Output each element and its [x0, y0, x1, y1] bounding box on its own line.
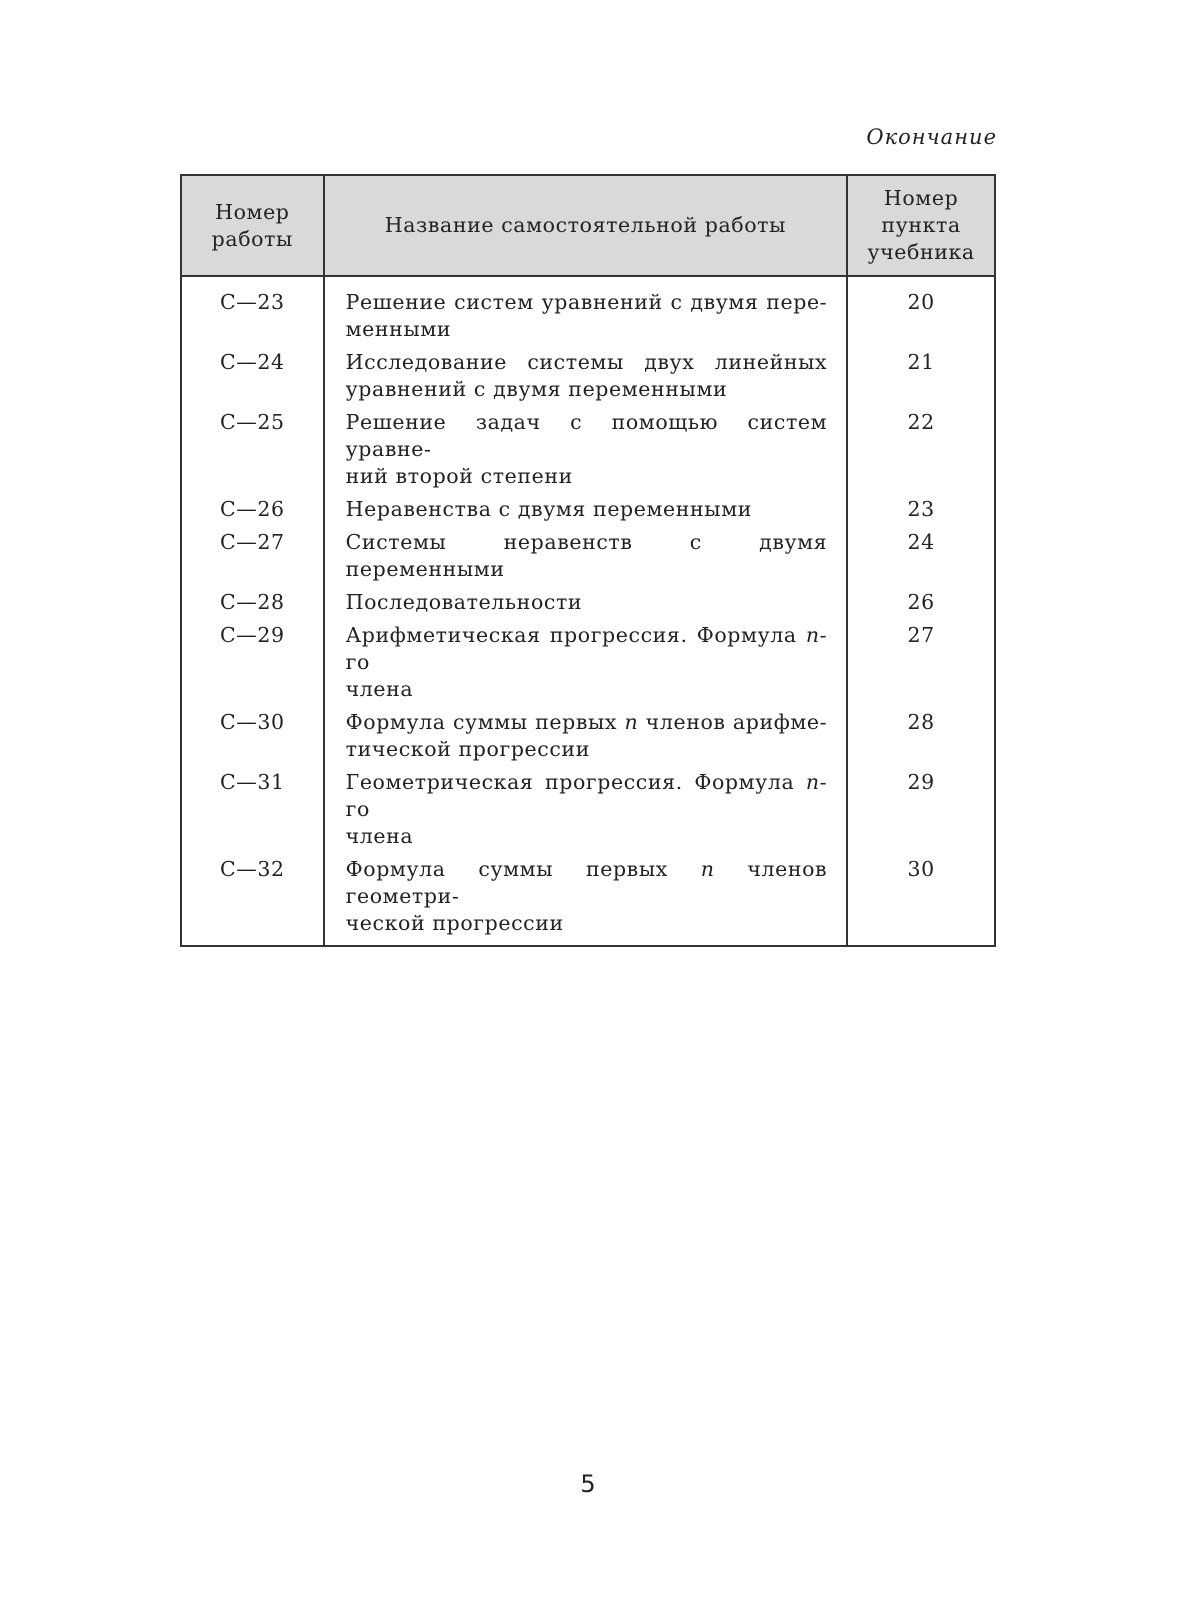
- paragraph-number: 24: [847, 526, 995, 586]
- work-code: С—27: [219, 530, 285, 554]
- work-name-line: Системы неравенств с двумя переменными: [345, 530, 828, 581]
- work-name-line: члена: [345, 677, 414, 701]
- work-name: [324, 766, 848, 853]
- continuation-label: Окончание: [866, 125, 997, 149]
- table-row: [181, 406, 995, 493]
- work-name: [324, 586, 848, 619]
- work-name-line: уравнений с двумя переменными: [345, 377, 728, 401]
- work-name-line: ческой прогрессии: [345, 911, 564, 935]
- work-name: [324, 619, 848, 706]
- header-work-number-line: работы: [211, 226, 293, 251]
- header-work-number-line: Номер: [215, 199, 290, 224]
- work-code: С—25: [219, 410, 285, 434]
- header-paragraph-line: Номер: [883, 186, 959, 210]
- table-row: [181, 346, 995, 406]
- paragraph-number: 29: [847, 766, 995, 853]
- table-row: [181, 276, 995, 346]
- work-code: С—23: [219, 290, 285, 314]
- work-code: С—28: [219, 590, 285, 614]
- work-code: С—32: [219, 857, 285, 881]
- work-code: С—24: [219, 350, 285, 374]
- work-name: [324, 853, 848, 946]
- table-row: [181, 586, 995, 619]
- work-name-line: Формула суммы первых n членов геометри-: [345, 857, 828, 908]
- work-name-line: Решение систем уравнений с двумя пере-: [345, 290, 828, 314]
- table-row: [181, 706, 995, 766]
- table-row: [181, 766, 995, 853]
- paragraph-number: 26: [847, 586, 995, 619]
- paragraph-number: 22: [847, 406, 995, 493]
- table-row: [181, 526, 995, 586]
- work-name: [324, 493, 848, 526]
- header-paragraph-line: учебника: [867, 240, 975, 264]
- work-code: С—26: [219, 497, 285, 521]
- header-paragraph-number: [847, 175, 995, 276]
- work-name: [324, 406, 848, 493]
- header-work-name: [324, 175, 848, 276]
- work-name-line: Решение задач с помощью систем уравне-: [345, 410, 828, 461]
- table-header-row: [181, 175, 995, 276]
- header-work-number: [181, 175, 324, 276]
- table-row: [181, 619, 995, 706]
- page-number: 5: [580, 1470, 596, 1498]
- work-name-line: Арифметическая прогрессия. Формула n-го: [345, 623, 828, 674]
- works-table: [180, 174, 996, 947]
- table-row: [181, 493, 995, 526]
- paragraph-number: 20: [847, 276, 995, 346]
- header-paragraph-line: пункта: [881, 213, 961, 237]
- work-name-line: Последовательности: [345, 590, 583, 614]
- work-name: [324, 526, 848, 586]
- paragraph-number: 23: [847, 493, 995, 526]
- work-code: С—31: [219, 770, 285, 794]
- work-name-line: Геометрическая прогрессия. Формула n-го: [345, 770, 828, 821]
- paragraph-number: 27: [847, 619, 995, 706]
- paragraph-number: 21: [847, 346, 995, 406]
- work-name: [324, 276, 848, 346]
- work-name-line: члена: [345, 824, 414, 848]
- work-name-line: Исследование системы двух линейных: [345, 350, 828, 374]
- paragraph-number: 28: [847, 706, 995, 766]
- work-name-line: ний второй степени: [345, 464, 573, 488]
- header-work-name-text: Название самостоятельной работы: [384, 213, 787, 237]
- table-row: [181, 853, 995, 946]
- work-name-line: Формула суммы первых n членов арифме-: [345, 710, 828, 734]
- work-name-line: тической прогрессии: [345, 737, 590, 761]
- work-code: С—30: [219, 710, 285, 734]
- work-name-line: менными: [345, 317, 452, 341]
- work-name-line: Неравенства с двумя переменными: [345, 497, 753, 521]
- work-name: [324, 346, 848, 406]
- work-name: [324, 706, 848, 766]
- paragraph-number: 30: [847, 853, 995, 946]
- work-code: С—29: [219, 623, 285, 647]
